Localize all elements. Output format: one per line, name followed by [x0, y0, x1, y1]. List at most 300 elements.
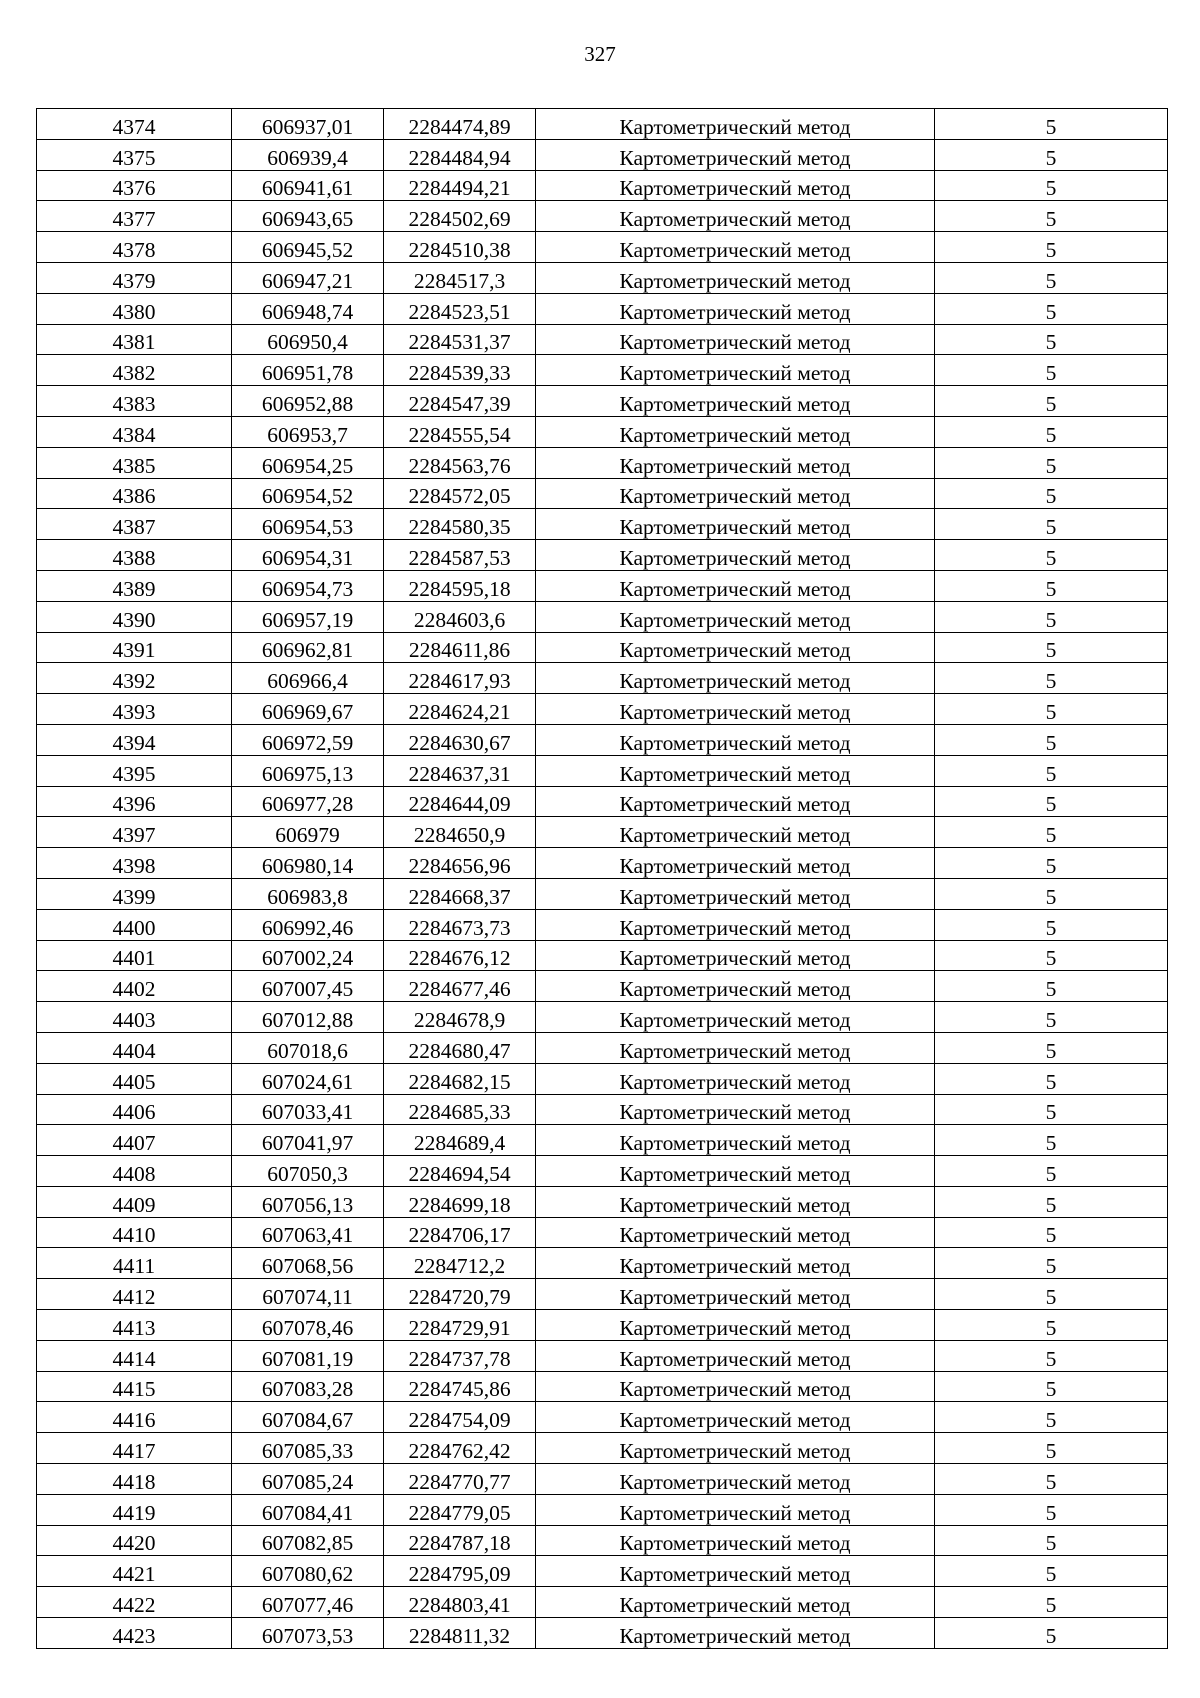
accuracy-cell: 5: [935, 848, 1168, 879]
method-cell: Картометрический метод: [536, 570, 935, 601]
method-cell: Картометрический метод: [536, 324, 935, 355]
table-row: [37, 1002, 1168, 1033]
point-number-cell: 4418: [37, 1464, 232, 1495]
y-coordinate-cell: 2284712,2: [384, 1248, 536, 1279]
method-cell: Картометрический метод: [536, 1063, 935, 1094]
method-cell: Картометрический метод: [536, 1371, 935, 1402]
point-number-cell: 4401: [37, 940, 232, 971]
x-coordinate-cell: 606954,53: [232, 509, 384, 540]
y-coordinate-cell: 2284603,6: [384, 601, 536, 632]
x-coordinate-cell: 606979: [232, 817, 384, 848]
accuracy-cell: 5: [935, 355, 1168, 386]
y-coordinate-cell: 2284795,09: [384, 1556, 536, 1587]
point-number-cell: 4409: [37, 1186, 232, 1217]
accuracy-cell: 5: [935, 909, 1168, 940]
x-coordinate-cell: 607024,61: [232, 1063, 384, 1094]
point-number-cell: 4386: [37, 478, 232, 509]
table-row: [37, 386, 1168, 417]
y-coordinate-cell: 2284737,78: [384, 1340, 536, 1371]
table-row: [37, 755, 1168, 786]
method-cell: Картометрический метод: [536, 909, 935, 940]
accuracy-cell: 5: [935, 293, 1168, 324]
table-row: [37, 1186, 1168, 1217]
table-row: [37, 139, 1168, 170]
x-coordinate-cell: 607084,41: [232, 1494, 384, 1525]
y-coordinate-cell: 2284770,77: [384, 1464, 536, 1495]
x-coordinate-cell: 606972,59: [232, 724, 384, 755]
method-cell: Картометрический метод: [536, 139, 935, 170]
table-row: [37, 355, 1168, 386]
accuracy-cell: 5: [935, 324, 1168, 355]
point-number-cell: 4419: [37, 1494, 232, 1525]
x-coordinate-cell: 606941,61: [232, 170, 384, 201]
table-row: [37, 1032, 1168, 1063]
point-number-cell: 4381: [37, 324, 232, 355]
accuracy-cell: 5: [935, 109, 1168, 140]
accuracy-cell: 5: [935, 1494, 1168, 1525]
x-coordinate-cell: 606962,81: [232, 632, 384, 663]
y-coordinate-cell: 2284595,18: [384, 570, 536, 601]
x-coordinate-cell: 607007,45: [232, 971, 384, 1002]
point-number-cell: 4422: [37, 1587, 232, 1618]
accuracy-cell: 5: [935, 632, 1168, 663]
point-number-cell: 4415: [37, 1371, 232, 1402]
x-coordinate-cell: 606952,88: [232, 386, 384, 417]
point-number-cell: 4378: [37, 232, 232, 263]
method-cell: Картометрический метод: [536, 1032, 935, 1063]
method-cell: Картометрический метод: [536, 1494, 935, 1525]
point-number-cell: 4414: [37, 1340, 232, 1371]
method-cell: Картометрический метод: [536, 1156, 935, 1187]
y-coordinate-cell: 2284689,4: [384, 1125, 536, 1156]
x-coordinate-cell: 607063,41: [232, 1217, 384, 1248]
table-row: [37, 940, 1168, 971]
table-row: [37, 1618, 1168, 1649]
accuracy-cell: 5: [935, 170, 1168, 201]
x-coordinate-cell: 606951,78: [232, 355, 384, 386]
method-cell: Картометрический метод: [536, 601, 935, 632]
accuracy-cell: 5: [935, 1587, 1168, 1618]
x-coordinate-cell: 606947,21: [232, 262, 384, 293]
y-coordinate-cell: 2284517,3: [384, 262, 536, 293]
x-coordinate-cell: 606954,25: [232, 447, 384, 478]
accuracy-cell: 5: [935, 1371, 1168, 1402]
table-row: [37, 1279, 1168, 1310]
y-coordinate-cell: 2284803,41: [384, 1587, 536, 1618]
accuracy-cell: 5: [935, 232, 1168, 263]
y-coordinate-cell: 2284484,94: [384, 139, 536, 170]
y-coordinate-cell: 2284779,05: [384, 1494, 536, 1525]
y-coordinate-cell: 2284510,38: [384, 232, 536, 263]
point-number-cell: 4383: [37, 386, 232, 417]
y-coordinate-cell: 2284694,54: [384, 1156, 536, 1187]
point-number-cell: 4405: [37, 1063, 232, 1094]
table-row: [37, 1063, 1168, 1094]
method-cell: Картометрический метод: [536, 232, 935, 263]
accuracy-cell: 5: [935, 201, 1168, 232]
point-number-cell: 4406: [37, 1094, 232, 1125]
point-number-cell: 4420: [37, 1525, 232, 1556]
x-coordinate-cell: 607073,53: [232, 1618, 384, 1649]
x-coordinate-cell: 607084,67: [232, 1402, 384, 1433]
point-number-cell: 4398: [37, 848, 232, 879]
method-cell: Картометрический метод: [536, 447, 935, 478]
x-coordinate-cell: 606950,4: [232, 324, 384, 355]
table-row: [37, 447, 1168, 478]
y-coordinate-cell: 2284811,32: [384, 1618, 536, 1649]
accuracy-cell: 5: [935, 817, 1168, 848]
table-row: [37, 1525, 1168, 1556]
x-coordinate-cell: 606954,73: [232, 570, 384, 601]
table-row: [37, 909, 1168, 940]
point-number-cell: 4390: [37, 601, 232, 632]
page-number: 327: [584, 42, 616, 66]
point-number-cell: 4408: [37, 1156, 232, 1187]
accuracy-cell: 5: [935, 1186, 1168, 1217]
method-cell: Картометрический метод: [536, 940, 935, 971]
point-number-cell: 4387: [37, 509, 232, 540]
point-number-cell: 4376: [37, 170, 232, 201]
accuracy-cell: 5: [935, 1433, 1168, 1464]
y-coordinate-cell: 2284699,18: [384, 1186, 536, 1217]
table-row: [37, 1310, 1168, 1341]
y-coordinate-cell: 2284644,09: [384, 786, 536, 817]
accuracy-cell: 5: [935, 386, 1168, 417]
x-coordinate-cell: 606939,4: [232, 139, 384, 170]
x-coordinate-cell: 607033,41: [232, 1094, 384, 1125]
accuracy-cell: 5: [935, 663, 1168, 694]
accuracy-cell: 5: [935, 1402, 1168, 1433]
point-number-cell: 4421: [37, 1556, 232, 1587]
point-number-cell: 4416: [37, 1402, 232, 1433]
method-cell: Картометрический метод: [536, 201, 935, 232]
x-coordinate-cell: 606953,7: [232, 416, 384, 447]
point-number-cell: 4391: [37, 632, 232, 663]
x-coordinate-cell: 607074,11: [232, 1279, 384, 1310]
y-coordinate-cell: 2284531,37: [384, 324, 536, 355]
x-coordinate-cell: 606943,65: [232, 201, 384, 232]
method-cell: Картометрический метод: [536, 1248, 935, 1279]
method-cell: Картометрический метод: [536, 817, 935, 848]
accuracy-cell: 5: [935, 1063, 1168, 1094]
y-coordinate-cell: 2284555,54: [384, 416, 536, 447]
method-cell: Картометрический метод: [536, 1618, 935, 1649]
x-coordinate-cell: 606992,46: [232, 909, 384, 940]
method-cell: Картометрический метод: [536, 632, 935, 663]
method-cell: Картометрический метод: [536, 478, 935, 509]
method-cell: Картометрический метод: [536, 878, 935, 909]
x-coordinate-cell: 607018,6: [232, 1032, 384, 1063]
accuracy-cell: 5: [935, 416, 1168, 447]
accuracy-cell: 5: [935, 971, 1168, 1002]
x-coordinate-cell: 607041,97: [232, 1125, 384, 1156]
accuracy-cell: 5: [935, 1618, 1168, 1649]
x-coordinate-cell: 607081,19: [232, 1340, 384, 1371]
table-row: [37, 848, 1168, 879]
point-number-cell: 4404: [37, 1032, 232, 1063]
table-row: [37, 1587, 1168, 1618]
y-coordinate-cell: 2284676,12: [384, 940, 536, 971]
point-number-cell: 4382: [37, 355, 232, 386]
point-number-cell: 4412: [37, 1279, 232, 1310]
y-coordinate-cell: 2284729,91: [384, 1310, 536, 1341]
y-coordinate-cell: 2284650,9: [384, 817, 536, 848]
accuracy-cell: 5: [935, 786, 1168, 817]
y-coordinate-cell: 2284656,96: [384, 848, 536, 879]
point-number-cell: 4410: [37, 1217, 232, 1248]
point-number-cell: 4403: [37, 1002, 232, 1033]
method-cell: Картометрический метод: [536, 1125, 935, 1156]
table-row: [37, 1402, 1168, 1433]
accuracy-cell: 5: [935, 601, 1168, 632]
accuracy-cell: 5: [935, 570, 1168, 601]
point-number-cell: 4374: [37, 109, 232, 140]
accuracy-cell: 5: [935, 1310, 1168, 1341]
y-coordinate-cell: 2284787,18: [384, 1525, 536, 1556]
accuracy-cell: 5: [935, 1279, 1168, 1310]
accuracy-cell: 5: [935, 509, 1168, 540]
x-coordinate-cell: 606954,52: [232, 478, 384, 509]
accuracy-cell: 5: [935, 1248, 1168, 1279]
table-row: [37, 1433, 1168, 1464]
table-row: [37, 1156, 1168, 1187]
table-row: [37, 1094, 1168, 1125]
x-coordinate-cell: 606945,52: [232, 232, 384, 263]
y-coordinate-cell: 2284720,79: [384, 1279, 536, 1310]
y-coordinate-cell: 2284680,47: [384, 1032, 536, 1063]
y-coordinate-cell: 2284754,09: [384, 1402, 536, 1433]
x-coordinate-cell: 607012,88: [232, 1002, 384, 1033]
method-cell: Картометрический метод: [536, 262, 935, 293]
table-row: [37, 478, 1168, 509]
y-coordinate-cell: 2284630,67: [384, 724, 536, 755]
x-coordinate-cell: 607085,24: [232, 1464, 384, 1495]
method-cell: Картометрический метод: [536, 755, 935, 786]
method-cell: Картометрический метод: [536, 971, 935, 1002]
table-row: [37, 324, 1168, 355]
y-coordinate-cell: 2284685,33: [384, 1094, 536, 1125]
table-row: [37, 694, 1168, 725]
method-cell: Картометрический метод: [536, 1094, 935, 1125]
table-row: [37, 293, 1168, 324]
x-coordinate-cell: 607078,46: [232, 1310, 384, 1341]
method-cell: Картометрический метод: [536, 1525, 935, 1556]
method-cell: Картометрический метод: [536, 694, 935, 725]
table-row: [37, 878, 1168, 909]
method-cell: Картометрический метод: [536, 1002, 935, 1033]
method-cell: Картометрический метод: [536, 1556, 935, 1587]
method-cell: Картометрический метод: [536, 170, 935, 201]
accuracy-cell: 5: [935, 940, 1168, 971]
table-row: [37, 232, 1168, 263]
x-coordinate-cell: 606977,28: [232, 786, 384, 817]
table-row: [37, 1556, 1168, 1587]
x-coordinate-cell: 607068,56: [232, 1248, 384, 1279]
table-row: [37, 817, 1168, 848]
x-coordinate-cell: 607077,46: [232, 1587, 384, 1618]
accuracy-cell: 5: [935, 1340, 1168, 1371]
accuracy-cell: 5: [935, 478, 1168, 509]
table-row: [37, 663, 1168, 694]
table-row: [37, 786, 1168, 817]
method-cell: Картометрический метод: [536, 109, 935, 140]
method-cell: Картометрический метод: [536, 509, 935, 540]
y-coordinate-cell: 2284523,51: [384, 293, 536, 324]
y-coordinate-cell: 2284762,42: [384, 1433, 536, 1464]
y-coordinate-cell: 2284682,15: [384, 1063, 536, 1094]
y-coordinate-cell: 2284547,39: [384, 386, 536, 417]
x-coordinate-cell: 606948,74: [232, 293, 384, 324]
method-cell: Картометрический метод: [536, 1186, 935, 1217]
accuracy-cell: 5: [935, 724, 1168, 755]
y-coordinate-cell: 2284502,69: [384, 201, 536, 232]
table-row: [37, 1340, 1168, 1371]
method-cell: Картометрический метод: [536, 540, 935, 571]
y-coordinate-cell: 2284494,21: [384, 170, 536, 201]
y-coordinate-cell: 2284580,35: [384, 509, 536, 540]
y-coordinate-cell: 2284563,76: [384, 447, 536, 478]
accuracy-cell: 5: [935, 1556, 1168, 1587]
method-cell: Картометрический метод: [536, 1310, 935, 1341]
method-cell: Картометрический метод: [536, 1587, 935, 1618]
point-number-cell: 4377: [37, 201, 232, 232]
table-row: [37, 1248, 1168, 1279]
y-coordinate-cell: 2284678,9: [384, 1002, 536, 1033]
accuracy-cell: 5: [935, 447, 1168, 478]
table-row: [37, 540, 1168, 571]
y-coordinate-cell: 2284677,46: [384, 971, 536, 1002]
y-coordinate-cell: 2284617,93: [384, 663, 536, 694]
x-coordinate-cell: 607056,13: [232, 1186, 384, 1217]
accuracy-cell: 5: [935, 1002, 1168, 1033]
point-number-cell: 4384: [37, 416, 232, 447]
point-number-cell: 4379: [37, 262, 232, 293]
point-number-cell: 4400: [37, 909, 232, 940]
y-coordinate-cell: 2284474,89: [384, 109, 536, 140]
x-coordinate-cell: 606937,01: [232, 109, 384, 140]
accuracy-cell: 5: [935, 1032, 1168, 1063]
accuracy-cell: 5: [935, 1156, 1168, 1187]
accuracy-cell: 5: [935, 694, 1168, 725]
point-number-cell: 4399: [37, 878, 232, 909]
y-coordinate-cell: 2284637,31: [384, 755, 536, 786]
method-cell: Картометрический метод: [536, 786, 935, 817]
coordinates-table: [36, 108, 1168, 1649]
accuracy-cell: 5: [935, 262, 1168, 293]
accuracy-cell: 5: [935, 1464, 1168, 1495]
y-coordinate-cell: 2284587,53: [384, 540, 536, 571]
y-coordinate-cell: 2284706,17: [384, 1217, 536, 1248]
point-number-cell: 4407: [37, 1125, 232, 1156]
point-number-cell: 4375: [37, 139, 232, 170]
x-coordinate-cell: 606969,67: [232, 694, 384, 725]
table-row: [37, 1464, 1168, 1495]
table-row: [37, 971, 1168, 1002]
point-number-cell: 4388: [37, 540, 232, 571]
table-row: [37, 570, 1168, 601]
point-number-cell: 4402: [37, 971, 232, 1002]
method-cell: Картометрический метод: [536, 416, 935, 447]
accuracy-cell: 5: [935, 1525, 1168, 1556]
table-row: [37, 1371, 1168, 1402]
accuracy-cell: 5: [935, 1125, 1168, 1156]
y-coordinate-cell: 2284539,33: [384, 355, 536, 386]
method-cell: Картометрический метод: [536, 1279, 935, 1310]
x-coordinate-cell: 607050,3: [232, 1156, 384, 1187]
x-coordinate-cell: 606980,14: [232, 848, 384, 879]
accuracy-cell: 5: [935, 878, 1168, 909]
accuracy-cell: 5: [935, 540, 1168, 571]
table-row: [37, 724, 1168, 755]
x-coordinate-cell: 607085,33: [232, 1433, 384, 1464]
y-coordinate-cell: 2284668,37: [384, 878, 536, 909]
accuracy-cell: 5: [935, 1094, 1168, 1125]
x-coordinate-cell: 607083,28: [232, 1371, 384, 1402]
x-coordinate-cell: 607082,85: [232, 1525, 384, 1556]
x-coordinate-cell: 606954,31: [232, 540, 384, 571]
method-cell: Картометрический метод: [536, 1464, 935, 1495]
method-cell: Картометрический метод: [536, 293, 935, 324]
method-cell: Картометрический метод: [536, 1433, 935, 1464]
point-number-cell: 4397: [37, 817, 232, 848]
method-cell: Картометрический метод: [536, 1340, 935, 1371]
table-row: [37, 632, 1168, 663]
table-row: [37, 262, 1168, 293]
table-row: [37, 1494, 1168, 1525]
method-cell: Картометрический метод: [536, 1402, 935, 1433]
y-coordinate-cell: 2284624,21: [384, 694, 536, 725]
y-coordinate-cell: 2284572,05: [384, 478, 536, 509]
x-coordinate-cell: 606975,13: [232, 755, 384, 786]
accuracy-cell: 5: [935, 755, 1168, 786]
x-coordinate-cell: 607002,24: [232, 940, 384, 971]
y-coordinate-cell: 2284611,86: [384, 632, 536, 663]
table-row: [37, 1217, 1168, 1248]
method-cell: Картометрический метод: [536, 355, 935, 386]
y-coordinate-cell: 2284673,73: [384, 909, 536, 940]
point-number-cell: 4423: [37, 1618, 232, 1649]
point-number-cell: 4413: [37, 1310, 232, 1341]
table-row: [37, 1125, 1168, 1156]
point-number-cell: 4396: [37, 786, 232, 817]
table-row: [37, 509, 1168, 540]
point-number-cell: 4380: [37, 293, 232, 324]
table-row: [37, 416, 1168, 447]
point-number-cell: 4393: [37, 694, 232, 725]
coordinates-table-body: [37, 109, 1168, 1649]
accuracy-cell: 5: [935, 139, 1168, 170]
point-number-cell: 4411: [37, 1248, 232, 1279]
point-number-cell: 4392: [37, 663, 232, 694]
method-cell: Картометрический метод: [536, 1217, 935, 1248]
x-coordinate-cell: 607080,62: [232, 1556, 384, 1587]
y-coordinate-cell: 2284745,86: [384, 1371, 536, 1402]
point-number-cell: 4385: [37, 447, 232, 478]
x-coordinate-cell: 606957,19: [232, 601, 384, 632]
accuracy-cell: 5: [935, 1217, 1168, 1248]
table-row: [37, 201, 1168, 232]
method-cell: Картометрический метод: [536, 386, 935, 417]
point-number-cell: 4395: [37, 755, 232, 786]
method-cell: Картометрический метод: [536, 663, 935, 694]
table-row: [37, 170, 1168, 201]
table-row: [37, 601, 1168, 632]
x-coordinate-cell: 606966,4: [232, 663, 384, 694]
x-coordinate-cell: 606983,8: [232, 878, 384, 909]
method-cell: Картометрический метод: [536, 848, 935, 879]
point-number-cell: 4417: [37, 1433, 232, 1464]
table-row: [37, 109, 1168, 140]
